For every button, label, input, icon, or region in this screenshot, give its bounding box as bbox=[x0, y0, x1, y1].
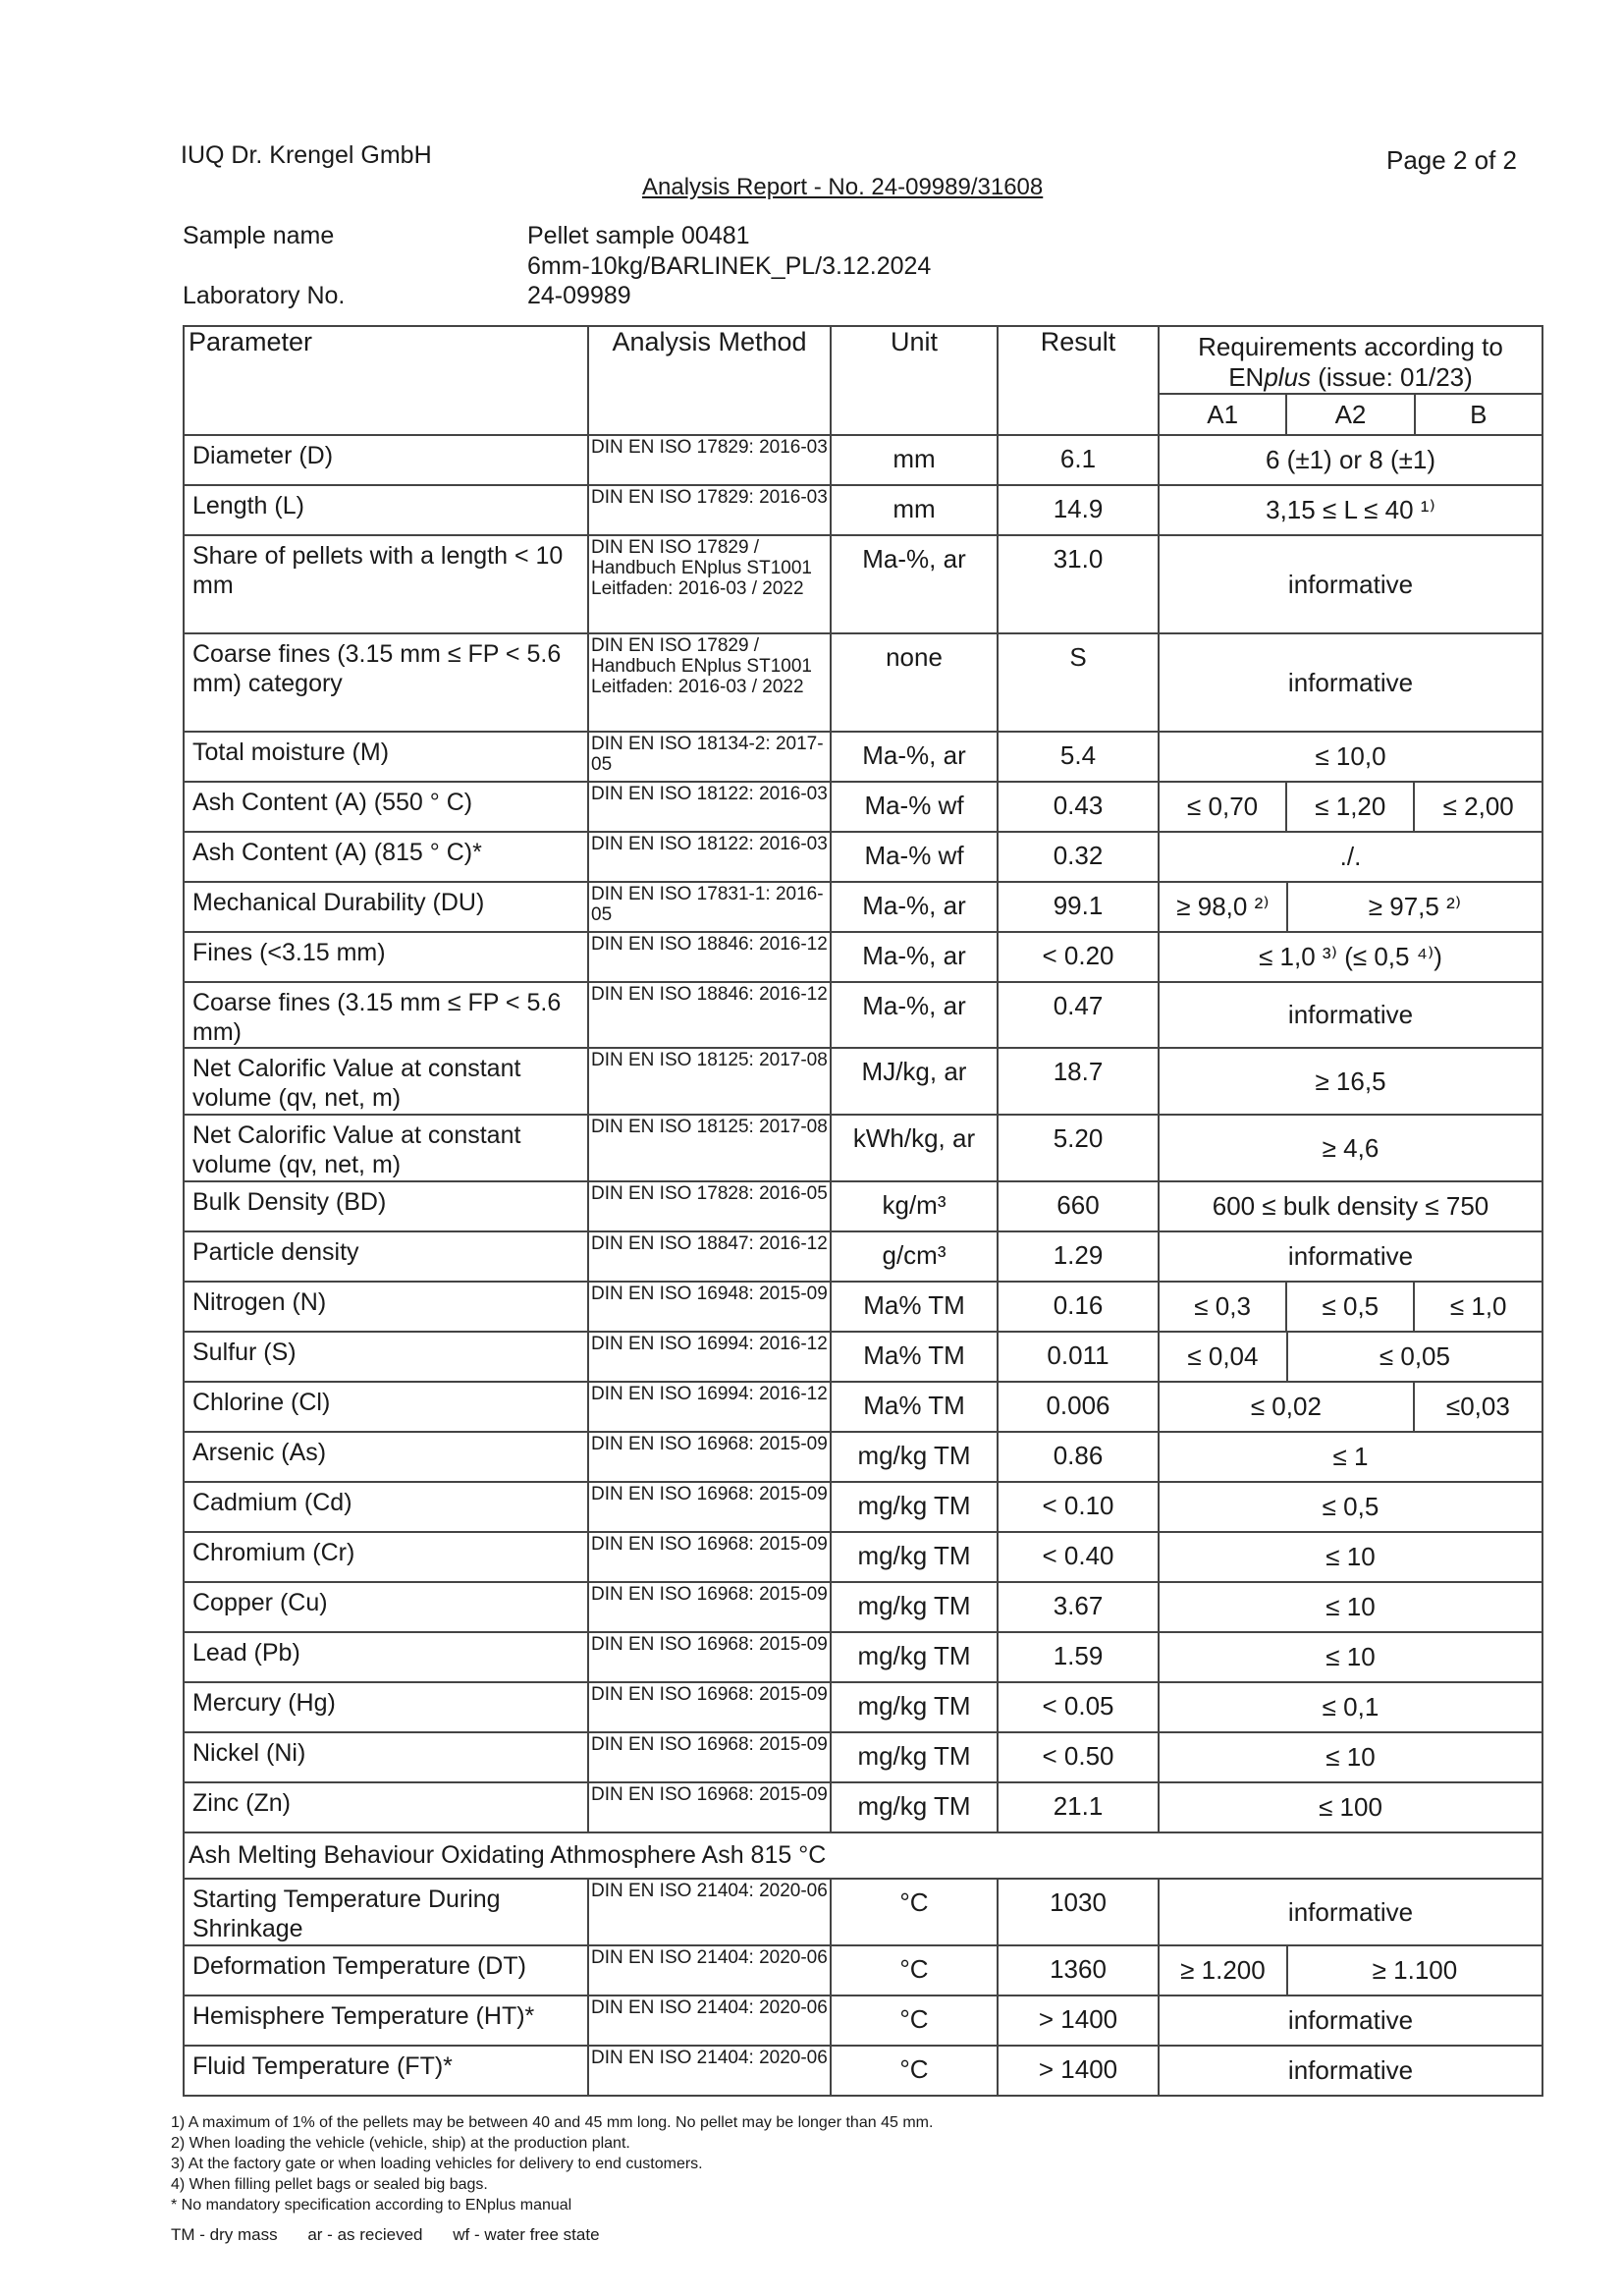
method-cell: DIN EN ISO 21404: 2020-06 bbox=[588, 1995, 831, 2046]
method-cell: DIN EN ISO 17828: 2016-05 bbox=[588, 1181, 831, 1231]
table-row bbox=[184, 1332, 1542, 1382]
unit-cell: Ma-% wf bbox=[831, 832, 998, 882]
company-name: IUQ Dr. Krengel GmbH bbox=[181, 141, 432, 169]
table-row bbox=[184, 1782, 1542, 1832]
table-row bbox=[184, 882, 1542, 932]
requirement-cell: informative bbox=[1159, 633, 1542, 732]
result-cell: 1030 bbox=[998, 1879, 1159, 1945]
unit-cell: Ma-%, ar bbox=[831, 732, 998, 782]
requirement-value: ≤ 2,00 bbox=[1413, 783, 1542, 831]
unit-cell: Ma% TM bbox=[831, 1382, 998, 1432]
result-cell: < 0.10 bbox=[998, 1482, 1159, 1532]
requirement-cell: ≤ 10 bbox=[1159, 1582, 1542, 1632]
method-cell: DIN EN ISO 17829: 2016-03 bbox=[588, 485, 831, 535]
enplus-plus: plus bbox=[1264, 362, 1312, 392]
requirement-cell: ≤ 10,0 bbox=[1159, 732, 1542, 782]
requirement-cell: 3,15 ≤ L ≤ 40 ¹⁾ bbox=[1159, 485, 1542, 535]
result-cell: > 1400 bbox=[998, 2046, 1159, 2096]
parameter-cell: Fluid Temperature (FT)* bbox=[184, 2046, 588, 2096]
parameter-cell: Mechanical Durability (DU) bbox=[184, 882, 588, 932]
unit-cell: MJ/kg, ar bbox=[831, 1048, 998, 1115]
requirement-cell: ≥ 16,5 bbox=[1159, 1048, 1542, 1115]
unit-cell: Ma% TM bbox=[831, 1282, 998, 1332]
requirements-line2 bbox=[1160, 362, 1542, 393]
result-cell: 3.67 bbox=[998, 1582, 1159, 1632]
table-row bbox=[184, 732, 1542, 782]
requirement-cell: ./. bbox=[1159, 832, 1542, 882]
requirement-value: ≥ 1.200 bbox=[1180, 1955, 1266, 1985]
requirement-cell: ≤ 0,1 bbox=[1159, 1682, 1542, 1732]
analysis-table bbox=[183, 325, 1543, 2097]
table-row bbox=[184, 1048, 1542, 1115]
sample-name-line1: Pellet sample 00481 bbox=[527, 222, 750, 249]
unit-cell: Ma-% wf bbox=[831, 782, 998, 832]
parameter-cell: Fines (<3.15 mm) bbox=[184, 932, 588, 982]
result-cell: 0.86 bbox=[998, 1432, 1159, 1482]
result-cell: < 0.50 bbox=[998, 1732, 1159, 1782]
unit-cell: mg/kg TM bbox=[831, 1782, 998, 1832]
parameter-cell: Coarse fines (3.15 mm ≤ FP < 5.6 mm) category bbox=[184, 633, 588, 732]
requirement-cell: ≤ 0,5 bbox=[1159, 1482, 1542, 1532]
requirement-value: ≤0,03 bbox=[1413, 1383, 1542, 1431]
method-cell: DIN EN ISO 16968: 2015-09 bbox=[588, 1682, 831, 1732]
table-body bbox=[184, 435, 1542, 2096]
method-cell: DIN EN ISO 18847: 2016-12 bbox=[588, 1231, 831, 1282]
table-row bbox=[184, 1945, 1542, 1995]
table-row bbox=[184, 1632, 1542, 1682]
method-cell: DIN EN ISO 18125: 2017-08 bbox=[588, 1115, 831, 1181]
requirement-cell: 6 (±1) or 8 (±1) bbox=[1159, 435, 1542, 485]
requirement-value: ≤ 0,02 bbox=[1250, 1392, 1322, 1421]
unit-cell: mg/kg TM bbox=[831, 1482, 998, 1532]
unit-cell: °C bbox=[831, 1945, 998, 1995]
requirement-cell bbox=[1159, 1945, 1542, 1995]
table-row bbox=[184, 1732, 1542, 1782]
unit-cell: mm bbox=[831, 485, 998, 535]
result-cell: 99.1 bbox=[998, 882, 1159, 932]
result-cell: 0.006 bbox=[998, 1382, 1159, 1432]
result-cell: < 0.20 bbox=[998, 932, 1159, 982]
parameter-cell: Ash Content (A) (815 ° C)* bbox=[184, 832, 588, 882]
abbreviation-legend bbox=[171, 2225, 625, 2245]
requirement-cell bbox=[1159, 882, 1542, 932]
requirement-cell: ≤ 1 bbox=[1159, 1432, 1542, 1482]
lab-no-label: Laboratory No. bbox=[183, 282, 346, 309]
method-cell: DIN EN ISO 16968: 2015-09 bbox=[588, 1432, 831, 1482]
parameter-cell: Arsenic (As) bbox=[184, 1432, 588, 1482]
footnote-3: 3) At the factory gate or when loading vehicles for delivery to end customers. bbox=[171, 2156, 703, 2172]
table-row bbox=[184, 832, 1542, 882]
requirement-cell: ≤ 10 bbox=[1159, 1532, 1542, 1582]
result-cell: 0.16 bbox=[998, 1282, 1159, 1332]
result-cell: 31.0 bbox=[998, 535, 1159, 633]
table-row bbox=[184, 1482, 1542, 1532]
requirement-cell: informative bbox=[1159, 1995, 1542, 2046]
unit-cell: Ma% TM bbox=[831, 1332, 998, 1382]
table-row bbox=[184, 485, 1542, 535]
parameter-cell: Net Calorific Value at constant volume (qv, net, m) bbox=[184, 1115, 588, 1181]
class-a1: A1 bbox=[1207, 400, 1239, 429]
header-result: Result bbox=[998, 326, 1159, 435]
parameter-cell: Starting Temperature During Shrinkage bbox=[184, 1879, 588, 1945]
class-a2: A2 bbox=[1285, 395, 1413, 434]
table-row bbox=[184, 435, 1542, 485]
result-cell: 18.7 bbox=[998, 1048, 1159, 1115]
footnotes bbox=[171, 2112, 933, 2215]
unit-cell: kg/m³ bbox=[831, 1181, 998, 1231]
requirement-cell: informative bbox=[1159, 535, 1542, 633]
table-row bbox=[184, 2046, 1542, 2096]
footnote-2: 2) When loading the vehicle (vehicle, ship) at the production plant. bbox=[171, 2135, 630, 2152]
table-row bbox=[184, 1582, 1542, 1632]
parameter-cell: Sulfur (S) bbox=[184, 1332, 588, 1382]
unit-cell: kWh/kg, ar bbox=[831, 1115, 998, 1181]
method-cell: DIN EN ISO 16948: 2015-09 bbox=[588, 1282, 831, 1332]
unit-cell: mg/kg TM bbox=[831, 1532, 998, 1582]
table-row bbox=[184, 535, 1542, 633]
result-cell: 1.59 bbox=[998, 1632, 1159, 1682]
requirements-line1: Requirements according to bbox=[1198, 332, 1503, 361]
page-number: Page 2 of 2 bbox=[1386, 145, 1517, 175]
result-cell: 5.4 bbox=[998, 732, 1159, 782]
footnote-star: * No mandatory specification according to ENplus manual bbox=[171, 2197, 572, 2214]
header-parameter: Parameter bbox=[184, 326, 588, 435]
result-cell: < 0.05 bbox=[998, 1682, 1159, 1732]
parameter-cell: Deformation Temperature (DT) bbox=[184, 1945, 588, 1995]
requirement-cell bbox=[1159, 1332, 1542, 1382]
unit-cell: mg/kg TM bbox=[831, 1632, 998, 1682]
method-cell: DIN EN ISO 21404: 2020-06 bbox=[588, 2046, 831, 2096]
table-row bbox=[184, 982, 1542, 1048]
parameter-cell: Mercury (Hg) bbox=[184, 1682, 588, 1732]
parameter-cell: Chlorine (Cl) bbox=[184, 1382, 588, 1432]
table-row bbox=[184, 932, 1542, 982]
unit-cell: °C bbox=[831, 1995, 998, 2046]
method-cell: DIN EN ISO 17831-1: 2016-05 bbox=[588, 882, 831, 932]
parameter-cell: Lead (Pb) bbox=[184, 1632, 588, 1682]
requirement-value: ≤ 0,05 bbox=[1286, 1333, 1542, 1381]
requirement-value: ≤ 1,0 bbox=[1413, 1283, 1542, 1331]
method-cell: DIN EN ISO 16968: 2015-09 bbox=[588, 1632, 831, 1682]
result-cell: S bbox=[998, 633, 1159, 732]
lab-no-value: 24-09989 bbox=[527, 282, 631, 309]
requirement-cell bbox=[1159, 1382, 1542, 1432]
parameter-cell: Copper (Cu) bbox=[184, 1582, 588, 1632]
method-cell: DIN EN ISO 17829 / Handbuch ENplus ST1001 Leitfaden: 2016-03 / 2022 bbox=[588, 535, 831, 633]
header-requirements bbox=[1159, 326, 1542, 435]
unit-cell: Ma-%, ar bbox=[831, 535, 998, 633]
method-cell: DIN EN ISO 16968: 2015-09 bbox=[588, 1532, 831, 1582]
requirement-value: ≤ 0,3 bbox=[1194, 1291, 1251, 1321]
footnote-4: 4) When filling pellet bags or sealed big bags. bbox=[171, 2176, 488, 2193]
result-cell: 14.9 bbox=[998, 485, 1159, 535]
enplus-issue: (issue: 01/23) bbox=[1311, 362, 1473, 392]
table-row bbox=[184, 782, 1542, 832]
table-row bbox=[184, 633, 1542, 732]
table-row bbox=[184, 1879, 1542, 1945]
sample-name-line2: 6mm-10kg/BARLINEK_PL/3.12.2024 bbox=[527, 252, 932, 280]
parameter-cell: Total moisture (M) bbox=[184, 732, 588, 782]
legend-wf: wf - water free state bbox=[453, 2225, 600, 2244]
method-cell: DIN EN ISO 16994: 2016-12 bbox=[588, 1382, 831, 1432]
parameter-cell: Cadmium (Cd) bbox=[184, 1482, 588, 1532]
parameter-cell: Zinc (Zn) bbox=[184, 1782, 588, 1832]
parameter-cell: Hemisphere Temperature (HT)* bbox=[184, 1995, 588, 2046]
requirements-title bbox=[1160, 330, 1542, 393]
result-cell: 1.29 bbox=[998, 1231, 1159, 1282]
method-cell: DIN EN ISO 17829: 2016-03 bbox=[588, 435, 831, 485]
parameter-cell: Nitrogen (N) bbox=[184, 1282, 588, 1332]
result-cell: 0.011 bbox=[998, 1332, 1159, 1382]
parameter-cell: Chromium (Cr) bbox=[184, 1532, 588, 1582]
requirement-value: ≤ 0,04 bbox=[1187, 1341, 1259, 1371]
unit-cell: Ma-%, ar bbox=[831, 882, 998, 932]
requirement-cell: 600 ≤ bulk density ≤ 750 bbox=[1159, 1181, 1542, 1231]
requirement-cell: informative bbox=[1159, 2046, 1542, 2096]
requirement-cell: ≤ 10 bbox=[1159, 1732, 1542, 1782]
requirement-cell bbox=[1159, 782, 1542, 832]
method-cell: DIN EN ISO 18122: 2016-03 bbox=[588, 782, 831, 832]
result-cell: 1360 bbox=[998, 1945, 1159, 1995]
parameter-cell: Particle density bbox=[184, 1231, 588, 1282]
requirement-value: ≤ 1,20 bbox=[1285, 783, 1413, 831]
requirement-cell: ≤ 100 bbox=[1159, 1782, 1542, 1832]
method-cell: DIN EN ISO 18846: 2016-12 bbox=[588, 932, 831, 982]
table-row bbox=[184, 1382, 1542, 1432]
requirement-cell: ≤ 10 bbox=[1159, 1632, 1542, 1682]
method-cell: DIN EN ISO 16968: 2015-09 bbox=[588, 1782, 831, 1832]
unit-cell: mg/kg TM bbox=[831, 1682, 998, 1732]
header-method: Analysis Method bbox=[588, 326, 831, 435]
enplus-en: EN bbox=[1228, 362, 1265, 392]
footnote-1: 1) A maximum of 1% of the pellets may be between 40 and 45 mm long. No pellet may be longer than 45 mm. bbox=[171, 2114, 934, 2131]
result-cell: 0.43 bbox=[998, 782, 1159, 832]
method-cell: DIN EN ISO 21404: 2020-06 bbox=[588, 1945, 831, 1995]
table-row bbox=[184, 1682, 1542, 1732]
legend-tm: TM - dry mass bbox=[171, 2225, 278, 2244]
method-cell: DIN EN ISO 16968: 2015-09 bbox=[588, 1732, 831, 1782]
legend-ar: ar - as recieved bbox=[307, 2225, 423, 2244]
parameter-cell: Length (L) bbox=[184, 485, 588, 535]
unit-cell: °C bbox=[831, 1879, 998, 1945]
requirements-classes bbox=[1160, 393, 1542, 434]
result-cell: 660 bbox=[998, 1181, 1159, 1231]
unit-cell: g/cm³ bbox=[831, 1231, 998, 1282]
method-cell: DIN EN ISO 16968: 2015-09 bbox=[588, 1482, 831, 1532]
unit-cell: mg/kg TM bbox=[831, 1432, 998, 1482]
requirement-value: ≤ 0,5 bbox=[1285, 1283, 1413, 1331]
method-cell: DIN EN ISO 18125: 2017-08 bbox=[588, 1048, 831, 1115]
requirement-cell bbox=[1159, 1282, 1542, 1332]
parameter-cell: Coarse fines (3.15 mm ≤ FP < 5.6 mm) bbox=[184, 982, 588, 1048]
table-row bbox=[184, 1115, 1542, 1181]
requirement-value: ≥ 98,0 ²⁾ bbox=[1176, 892, 1270, 921]
parameter-cell: Diameter (D) bbox=[184, 435, 588, 485]
unit-cell: none bbox=[831, 633, 998, 732]
requirement-cell: informative bbox=[1159, 1231, 1542, 1282]
requirement-cell: ≤ 1,0 ³⁾ (≤ 0,5 ⁴⁾) bbox=[1159, 932, 1542, 982]
parameter-cell: Nickel (Ni) bbox=[184, 1732, 588, 1782]
requirement-value: ≥ 97,5 ²⁾ bbox=[1286, 883, 1542, 931]
ash-melting-section-row bbox=[184, 1832, 1542, 1879]
table-row bbox=[184, 1231, 1542, 1282]
unit-cell: mg/kg TM bbox=[831, 1732, 998, 1782]
table-row bbox=[184, 1995, 1542, 2046]
method-cell: DIN EN ISO 18846: 2016-12 bbox=[588, 982, 831, 1048]
method-cell: DIN EN ISO 18134-2: 2017-05 bbox=[588, 732, 831, 782]
class-b: B bbox=[1414, 395, 1542, 434]
table-row bbox=[184, 1532, 1542, 1582]
unit-cell: Ma-%, ar bbox=[831, 932, 998, 982]
method-cell: DIN EN ISO 21404: 2020-06 bbox=[588, 1879, 831, 1945]
table-row bbox=[184, 1181, 1542, 1231]
parameter-cell: Ash Content (A) (550 ° C) bbox=[184, 782, 588, 832]
result-cell: < 0.40 bbox=[998, 1532, 1159, 1582]
requirement-value: ≥ 1.100 bbox=[1286, 1946, 1542, 1995]
result-cell: 0.32 bbox=[998, 832, 1159, 882]
requirement-cell: informative bbox=[1159, 982, 1542, 1048]
requirement-value: ≤ 0,70 bbox=[1187, 792, 1259, 821]
unit-cell: °C bbox=[831, 2046, 998, 2096]
sample-name-label: Sample name bbox=[183, 222, 335, 249]
parameter-cell: Net Calorific Value at constant volume (qv, net, m) bbox=[184, 1048, 588, 1115]
parameter-cell: Bulk Density (BD) bbox=[184, 1181, 588, 1231]
result-cell: 0.47 bbox=[998, 982, 1159, 1048]
method-cell: DIN EN ISO 16994: 2016-12 bbox=[588, 1332, 831, 1382]
parameter-cell: Share of pellets with a length < 10 mm bbox=[184, 535, 588, 633]
result-cell: > 1400 bbox=[998, 1995, 1159, 2046]
table-row bbox=[184, 1282, 1542, 1332]
unit-cell: mg/kg TM bbox=[831, 1582, 998, 1632]
header-unit: Unit bbox=[831, 326, 998, 435]
requirement-cell: informative bbox=[1159, 1879, 1542, 1945]
requirement-cell: ≥ 4,6 bbox=[1159, 1115, 1542, 1181]
section-title: Ash Melting Behaviour Oxidating Athmosphere Ash 815 °C bbox=[184, 1832, 1542, 1879]
result-cell: 21.1 bbox=[998, 1782, 1159, 1832]
table-row bbox=[184, 1432, 1542, 1482]
result-cell: 6.1 bbox=[998, 435, 1159, 485]
unit-cell: Ma-%, ar bbox=[831, 982, 998, 1048]
table-header-row bbox=[184, 326, 1542, 435]
result-cell: 5.20 bbox=[998, 1115, 1159, 1181]
unit-cell: mm bbox=[831, 435, 998, 485]
method-cell: DIN EN ISO 17829 / Handbuch ENplus ST1001 Leitfaden: 2016-03 / 2022 bbox=[588, 633, 831, 732]
report-title: Analysis Report - No. 24-09989/31608 bbox=[642, 174, 1044, 200]
method-cell: DIN EN ISO 16968: 2015-09 bbox=[588, 1582, 831, 1632]
method-cell: DIN EN ISO 18122: 2016-03 bbox=[588, 832, 831, 882]
